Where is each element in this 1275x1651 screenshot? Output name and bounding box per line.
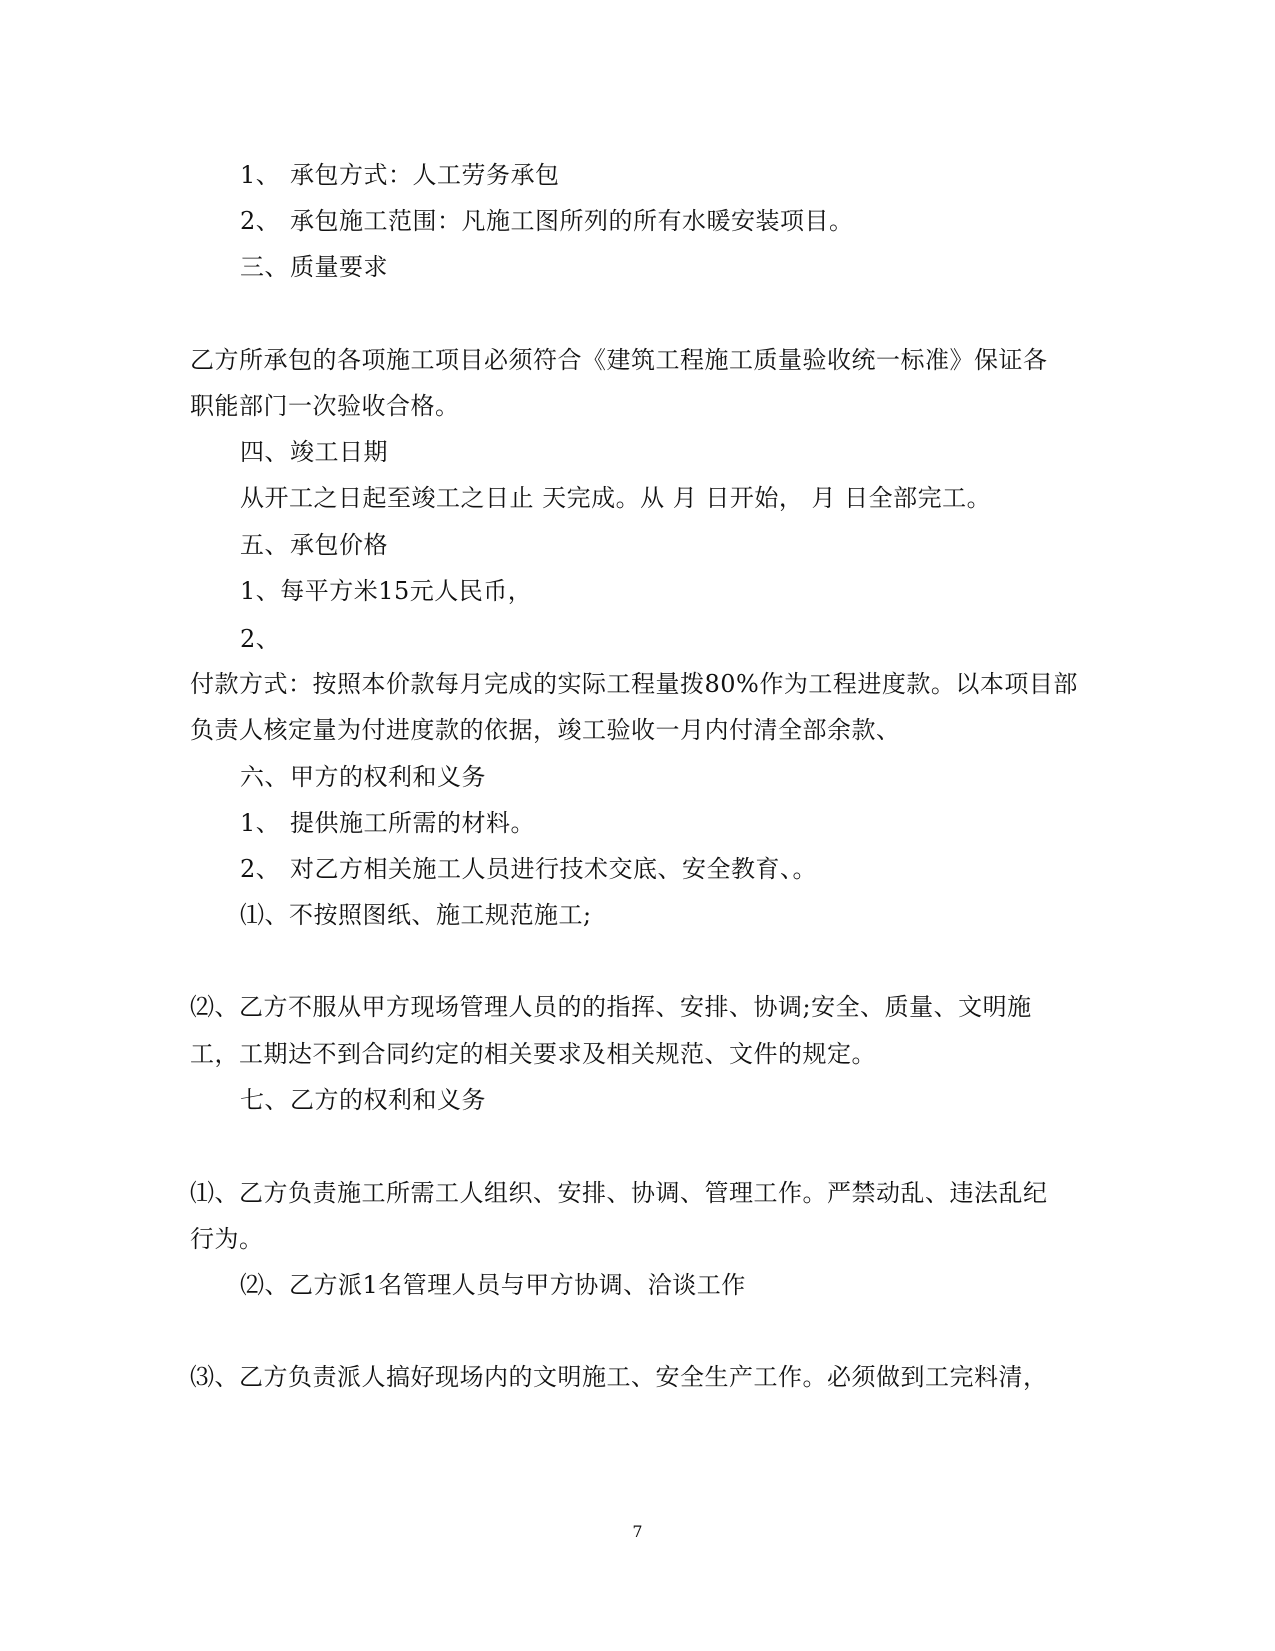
- price-item: [240, 624, 280, 654]
- section-number: 四、: [240, 438, 289, 466]
- page-number: 7: [632, 1522, 643, 1541]
- line-text: 对乙方相关施工人员进行技术交底、安全教育、。: [290, 855, 817, 883]
- section-title: 乙方的权利和义务: [290, 1086, 486, 1114]
- section-heading-completion-date: [240, 437, 388, 467]
- line-text: ⑵、乙方不服从甲方现场管理人员的的指挥、安排、协调;安全、质量、文明施: [190, 993, 1032, 1021]
- line-text: ⑴、乙方负责施工所需工人组织、安排、协调、管理工作。严禁动乱、违法乱纪: [190, 1179, 1048, 1207]
- section-number: 六、: [240, 763, 289, 791]
- contract-scope: [240, 206, 854, 236]
- list-item: [240, 854, 817, 884]
- section-number: 五、: [240, 531, 289, 559]
- line-text: 从开工之日起至竣工之日止 天完成。从 月 日开始， 月 日全部完工。: [240, 484, 992, 512]
- item-number: 1、: [240, 809, 281, 837]
- line-text: 工，工期达不到合同约定的相关要求及相关规范、文件的规定。: [190, 1040, 876, 1068]
- list-item: [240, 808, 535, 838]
- body-paragraph: [190, 1362, 1048, 1392]
- section-title: 质量要求: [290, 253, 388, 281]
- line-text: 承包方式：人工劳务承包: [290, 161, 560, 189]
- line-text: 2、: [240, 625, 281, 653]
- body-paragraph: [190, 669, 1078, 699]
- contract-method: [240, 160, 560, 190]
- price-item: [240, 576, 532, 606]
- body-paragraph: [190, 1224, 264, 1254]
- line-text: ⑵、乙方派1名管理人员与甲方协调、洽谈工作: [240, 1271, 746, 1299]
- line-text: 行为。: [190, 1225, 264, 1253]
- body-paragraph: [240, 483, 991, 513]
- section-heading-party-b: [240, 1085, 486, 1115]
- line-text: 职能部门一次验收合格。: [190, 392, 460, 420]
- item-number: 1、: [240, 161, 281, 189]
- section-heading-quality: [240, 252, 388, 282]
- body-paragraph: [190, 345, 1048, 375]
- item-number: 2、: [240, 207, 281, 235]
- sub-item: [240, 1270, 746, 1300]
- body-paragraph: [190, 1178, 1048, 1208]
- line-text: 付款方式：按照本价款每月完成的实际工程量拨80%作为工程进度款。以本项目部: [190, 670, 1078, 698]
- item-number: 2、: [240, 855, 281, 883]
- section-number: 七、: [240, 1086, 289, 1114]
- section-heading-price: [240, 530, 388, 560]
- section-title: 甲方的权利和义务: [290, 763, 486, 791]
- line-text: 负责人核定量为付进度款的依据，竣工验收一月内付清全部余款、: [190, 716, 901, 744]
- body-paragraph: [190, 1039, 876, 1069]
- body-paragraph: [190, 391, 460, 421]
- line-text: ⑶、乙方负责派人搞好现场内的文明施工、安全生产工作。必须做到工完料清，: [190, 1363, 1048, 1391]
- line-text: 承包施工范围：凡施工图所列的所有水暖安装项目。: [290, 207, 854, 235]
- line-text: 乙方所承包的各项施工项目必须符合《建筑工程施工质量验收统一标准》保证各: [190, 346, 1048, 374]
- body-paragraph: [190, 715, 901, 745]
- sub-item: [240, 900, 592, 930]
- body-paragraph: [190, 992, 1032, 1022]
- line-text: 1、每平方米15元人民币，: [240, 577, 533, 605]
- line-text: ⑴、不按照图纸、施工规范施工;: [240, 901, 592, 929]
- line-text: 提供施工所需的材料。: [290, 809, 535, 837]
- section-title: 承包价格: [290, 531, 388, 559]
- section-heading-party-a: [240, 762, 486, 792]
- section-number: 三、: [240, 253, 289, 281]
- section-title: 竣工日期: [290, 438, 388, 466]
